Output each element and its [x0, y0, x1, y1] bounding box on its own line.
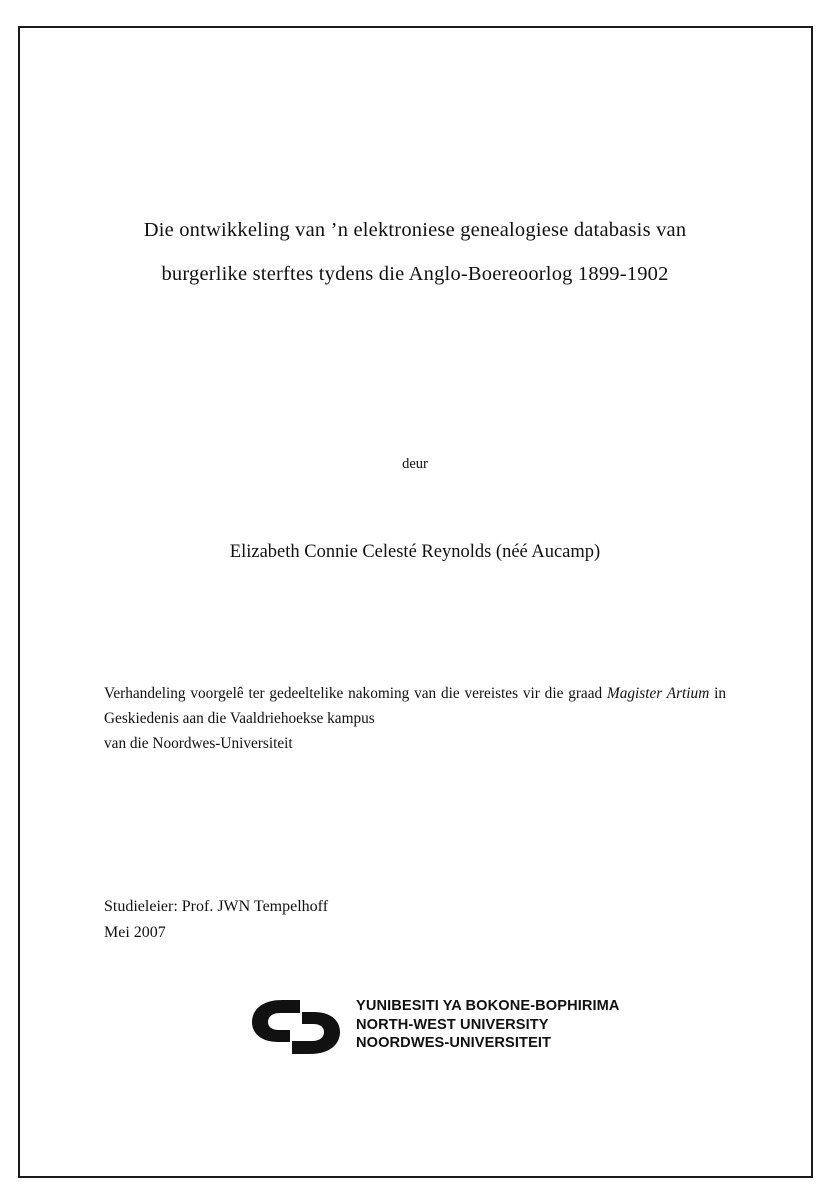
title-line-1: Die ontwikkeling van ’n elektroniese genealogiese databasis van — [143, 219, 687, 241]
statement-part-2: in Geskiedenis aan die Vaaldriehoekse kampus — [104, 685, 726, 727]
statement-part-1: Verhandeling voorgelê ter gedeeltelike nakoming van die vereistes vir die graad — [104, 685, 607, 702]
by-label: deur — [402, 456, 428, 472]
logo-text-line-2: NORTH-WEST UNIVERSITY — [356, 1016, 549, 1033]
title-line-2: burgerlike sterftes tydens die Anglo-Boereoorlog 1899-1902 — [161, 263, 669, 285]
north-west-university-logo-icon — [248, 996, 344, 1058]
statement-part-3: van die Noordwes-Universiteit — [104, 735, 293, 752]
logo-text-line-3: NOORDWES-UNIVERSITEIT — [356, 1035, 552, 1051]
date-line: Mei 2007 — [104, 924, 166, 941]
supervisor-block — [104, 894, 604, 946]
university-logo — [248, 991, 668, 1061]
page-content — [100, 26, 730, 1178]
university-logo-text — [356, 997, 620, 1053]
degree-name: Magister Artium — [606, 685, 710, 702]
supervisor-line: Studieleier: Prof. JWN Tempelhoff — [104, 898, 329, 915]
page-title — [100, 208, 730, 296]
author-name: Elizabeth Connie Celesté Reynolds (néé Aucamp) — [229, 542, 601, 562]
logo-text-line-1: YUNIBESITI YA BOKONE-BOPHIRIMA — [356, 998, 620, 1014]
degree-statement — [104, 681, 726, 756]
